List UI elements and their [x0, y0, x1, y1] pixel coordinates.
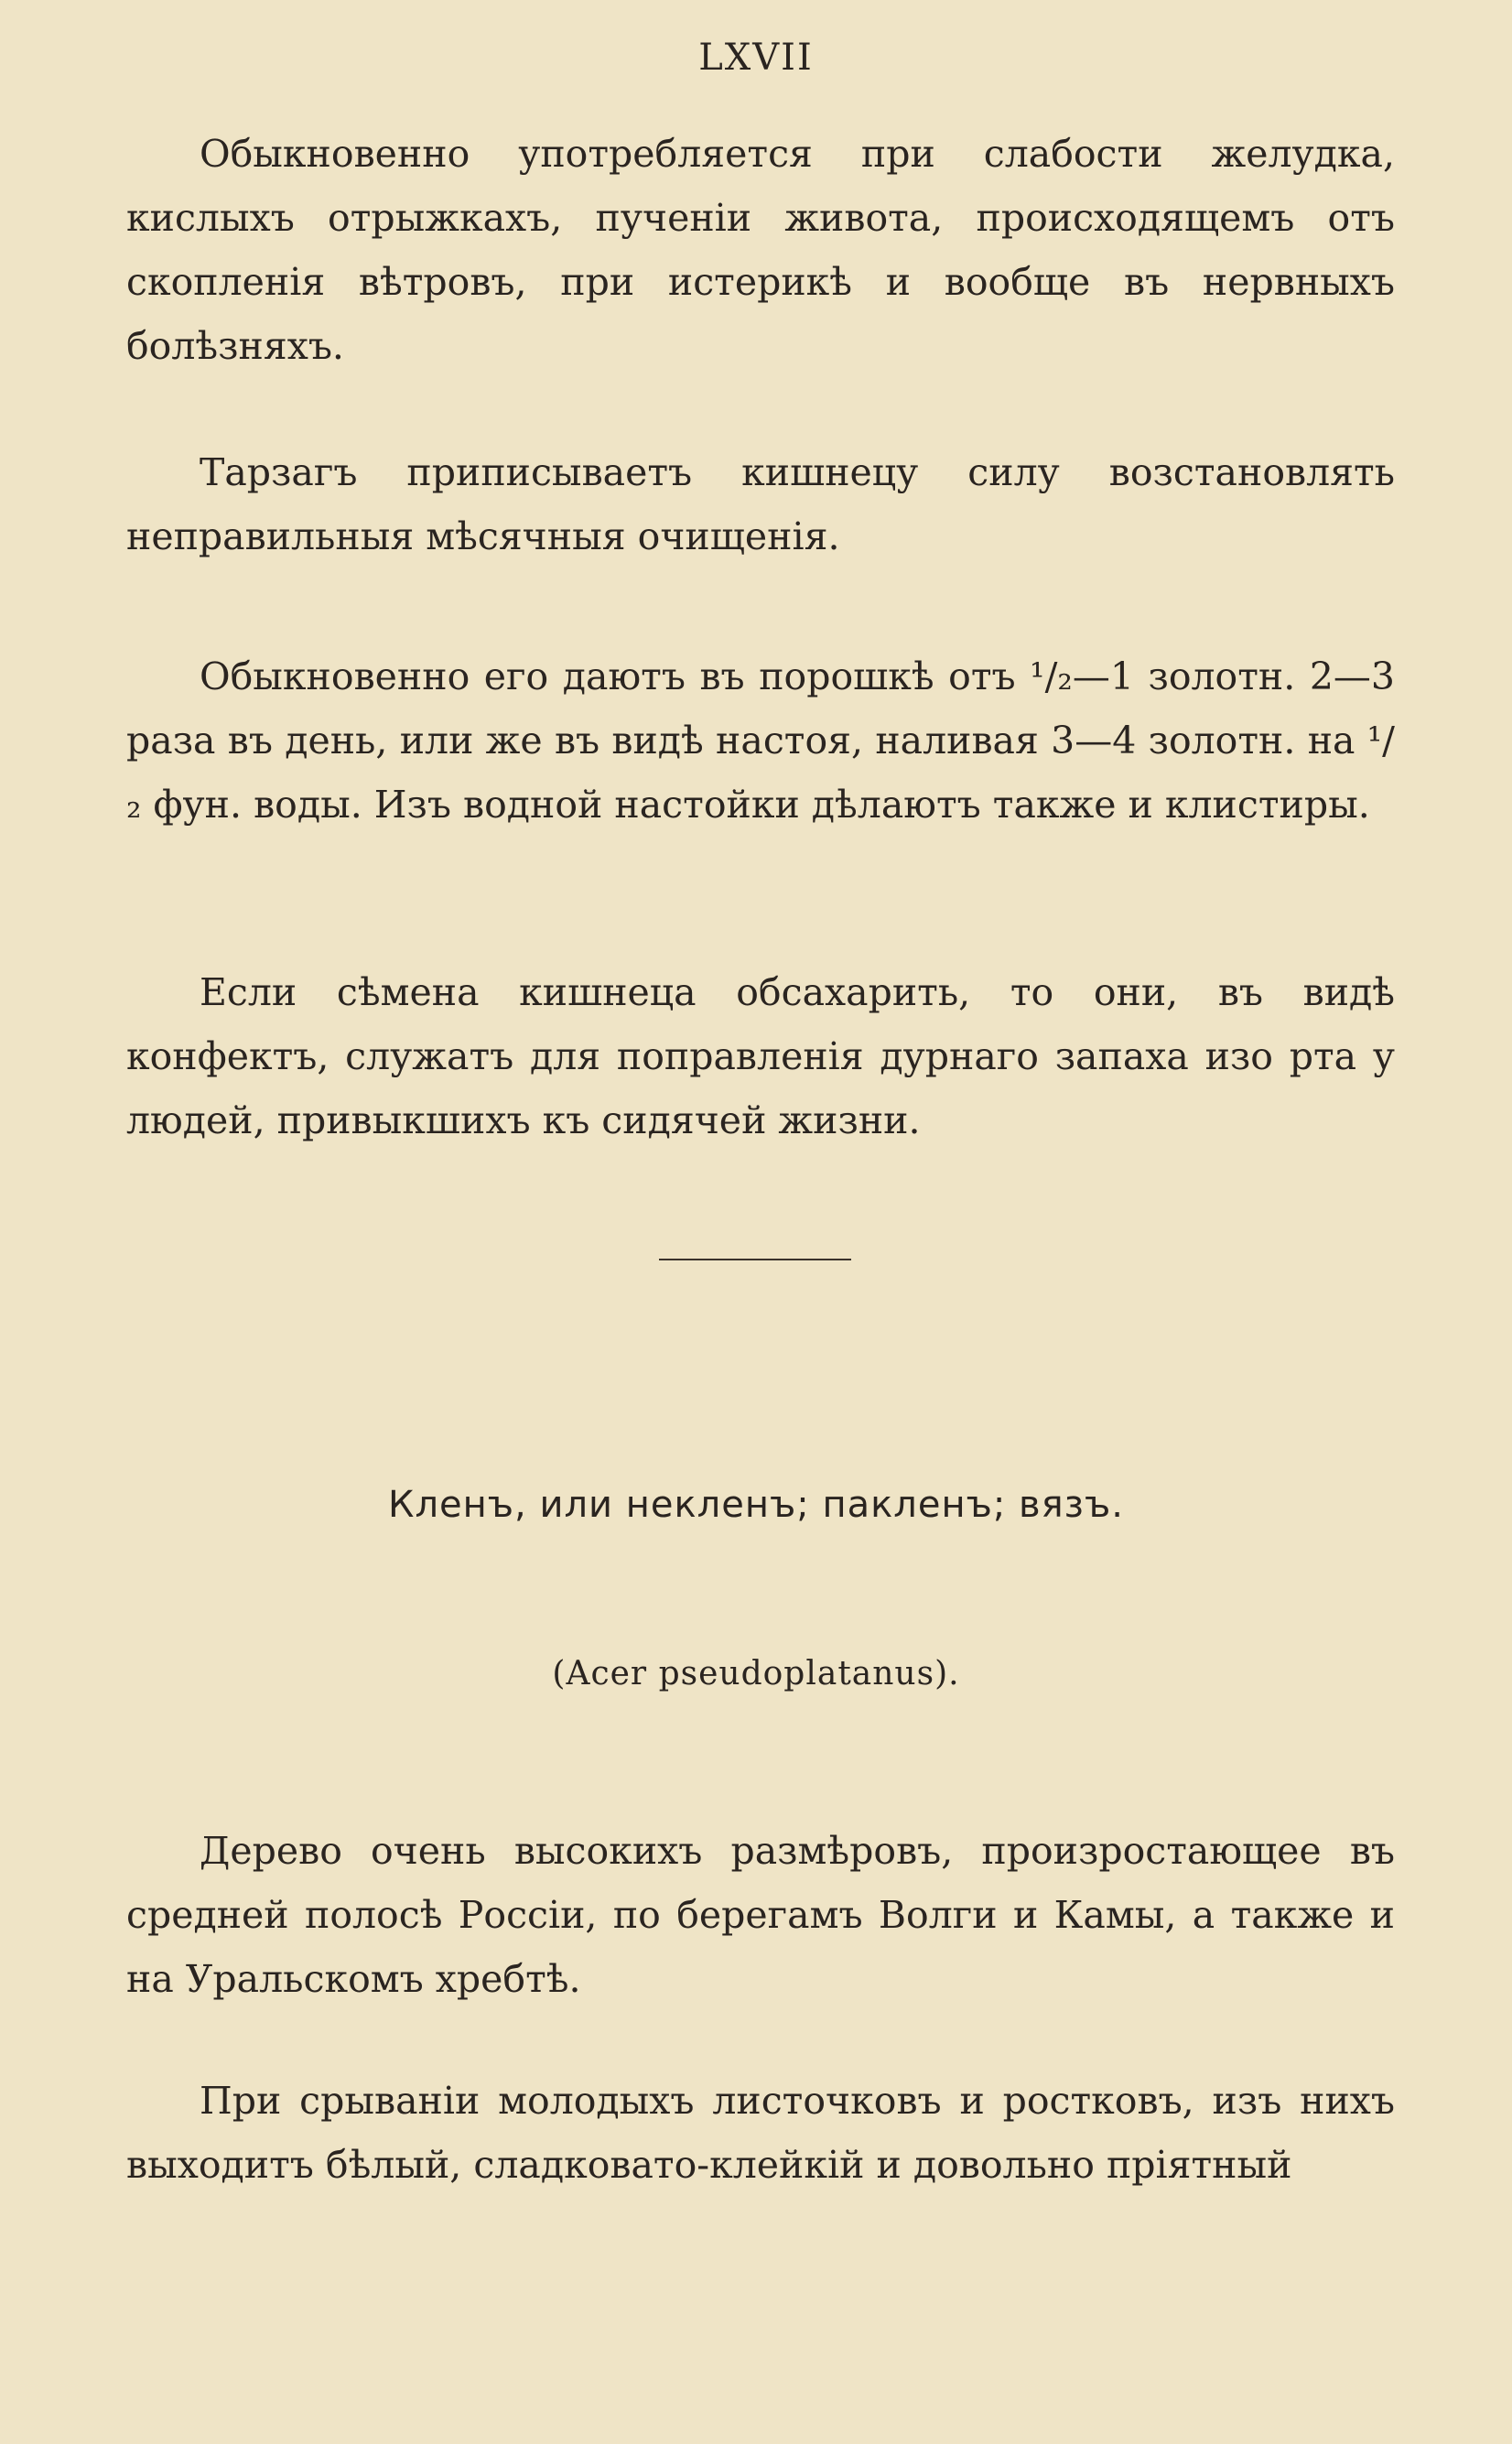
page-number: LXVII	[698, 37, 814, 79]
paragraph-dosage: Обыкновенно его даютъ въ порошкѣ отъ ¹/₂—1 золотн. 2—3 раза въ день, или же въ видѣ настоя, наливая 3—4 золотн. на ¹/₂ фун. воды. Изъ водной настойки дѣлаютъ также и клистиры.	[126, 654, 1395, 827]
paragraph-sugared-seeds: Если сѣмена кишнеца обсахарить, то они, въ видѣ конфектъ, служатъ для поправленія дурнаго запаха изо рта у людей, привыкшихъ къ сидячей жизни.	[126, 970, 1395, 1142]
section-divider	[659, 1259, 851, 1260]
paragraph-tarzag: Тарзагъ приписываетъ кишнецу силу возстановлять неправильныя мѣсячныя очищенія.	[126, 450, 1395, 558]
latin-name: (Acer pseudoplatanus).	[552, 1655, 960, 1692]
paragraph-sap: При срываніи молодыхъ листочковъ и ростковъ, изъ нихъ выходитъ бѣлый, сладковато-клейкій и довольно пріятный	[126, 2079, 1395, 2187]
paragraph-usage: Обыкновенно употребляется при слабости желудка, кислыхъ отрыжкахъ, пученіи живота, происходящемъ отъ скопленія вѣтровъ, при истерикѣ и вообще въ нервныхъ болѣзняхъ.	[126, 132, 1395, 368]
paragraph-tree-description: Дерево очень высокихъ размѣровъ, произростающее въ средней полосѣ Россіи, по берегамъ Волги и Камы, а также и на Уральскомъ хребтѣ.	[126, 1829, 1395, 2001]
section-title: Кленъ, или некленъ; пакленъ; вязъ.	[388, 1484, 1124, 1526]
